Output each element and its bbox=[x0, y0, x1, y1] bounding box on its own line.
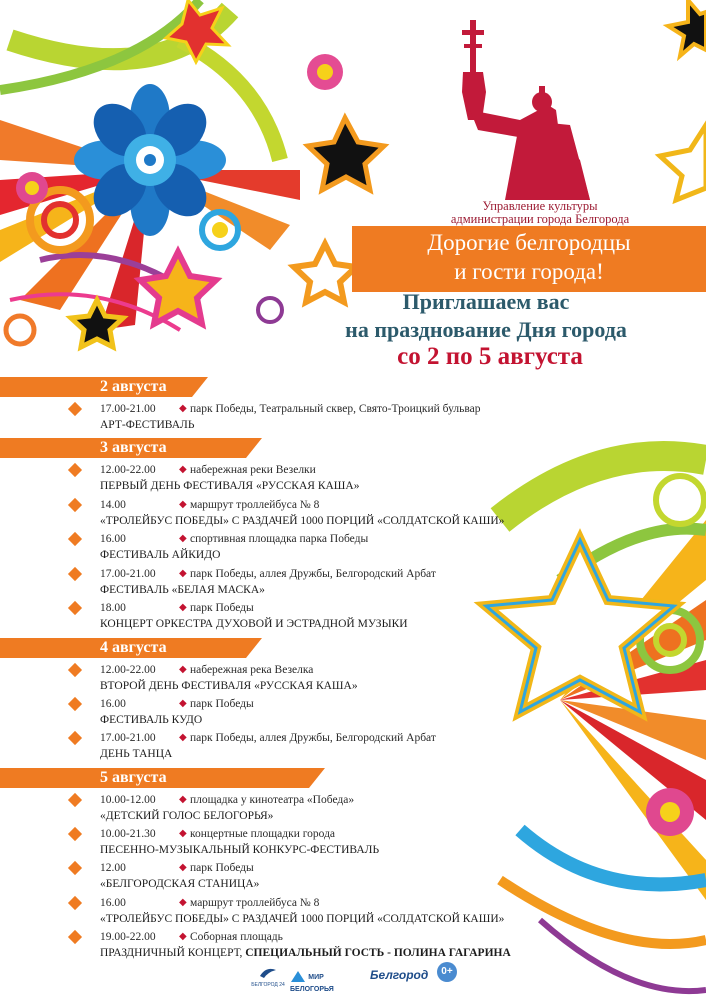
event-time: 19.00-22.00 bbox=[100, 931, 156, 943]
greeting-text bbox=[352, 228, 706, 286]
event-item bbox=[70, 860, 630, 892]
event-place: площадка у кинотеатра «Победа» bbox=[190, 794, 355, 806]
organizer bbox=[420, 200, 660, 226]
day-label: 3 августа bbox=[100, 439, 167, 456]
day-label: 2 августа bbox=[100, 378, 167, 395]
diamond-bullet-icon bbox=[68, 861, 82, 875]
mir-belogorya-logo bbox=[290, 970, 360, 993]
event-title: ПЕРВЫЙ ДЕНЬ ФЕСТИВАЛЯ «РУССКАЯ КАША» bbox=[100, 480, 360, 492]
event-time: 17.00-21.00 bbox=[100, 568, 156, 580]
festival-dates: со 2 по 5 августа bbox=[397, 343, 583, 370]
event-time: 10.00-12.00 bbox=[100, 794, 156, 806]
event-item bbox=[70, 401, 630, 433]
event-item bbox=[70, 566, 630, 598]
diamond-bullet-icon bbox=[68, 697, 82, 711]
organizer-line-1: Управление культуры bbox=[482, 199, 598, 213]
diamond-bullet-icon bbox=[68, 532, 82, 546]
event-place: спортивная площадка парка Победы bbox=[190, 533, 369, 545]
event-item bbox=[70, 792, 630, 824]
event-item bbox=[70, 600, 630, 632]
event-place: парк Победы bbox=[190, 698, 254, 710]
bullet-icon: ◆ bbox=[179, 664, 187, 675]
event-place: парк Победы, Театральный сквер, Свято-Троицкий бульвар bbox=[190, 403, 481, 415]
diamond-bullet-icon bbox=[68, 896, 82, 910]
event-title: ВТОРОЙ ДЕНЬ ФЕСТИВАЛЯ «РУССКАЯ КАША» bbox=[100, 680, 358, 692]
belgorod-logo bbox=[370, 968, 430, 982]
age-rating-badge: 0+ bbox=[437, 962, 457, 982]
event-title: КОНЦЕРТ ОРКЕСТРА ДУХОВОЙ И ЭСТРАДНОЙ МУЗЫКИ bbox=[100, 618, 408, 630]
event-item bbox=[70, 929, 630, 961]
greeting-line-1: Дорогие белгородцы bbox=[427, 230, 631, 255]
event-place: парк Победы bbox=[190, 602, 254, 614]
event-title: «ТРОЛЕЙБУС ПОБЕДЫ» С РАЗДАЧЕЙ 1000 ПОРЦИЙ «СОЛДАТСКОЙ КАШИ» bbox=[100, 515, 505, 527]
event-time: 17.00-21.00 bbox=[100, 403, 156, 415]
event-title: ФЕСТИВАЛЬ АЙКИДО bbox=[100, 549, 221, 561]
event-title: ФЕСТИВАЛЬ КУДО bbox=[100, 714, 203, 726]
event-place: парк Победы bbox=[190, 862, 254, 874]
top-right-stars bbox=[660, 0, 706, 200]
diamond-bullet-icon bbox=[68, 930, 82, 944]
event-place: парк Победы, аллея Дружбы, Белгородский Арбат bbox=[190, 732, 436, 744]
belgorod-logo-text: Белгород bbox=[370, 968, 429, 982]
event-place: концертные площадки города bbox=[190, 828, 336, 840]
mir-belogorya-logo-text: МИР БЕЛОГОРЬЯ bbox=[290, 974, 334, 993]
event-title bbox=[100, 945, 511, 961]
bullet-icon: ◆ bbox=[179, 533, 187, 544]
event-place: парк Победы, аллея Дружбы, Белгородский Арбат bbox=[190, 568, 436, 580]
diamond-bullet-icon bbox=[68, 827, 82, 841]
bullet-icon: ◆ bbox=[179, 568, 187, 579]
event-place: маршрут троллейбуса № 8 bbox=[190, 499, 320, 511]
event-title: ФЕСТИВАЛЬ «БЕЛАЯ МАСКА» bbox=[100, 584, 265, 596]
greeting-line-2: и гости города! bbox=[454, 259, 604, 284]
event-title: «БЕЛГОРОДСКАЯ СТАНИЦА» bbox=[100, 878, 260, 890]
event-title: АРТ-ФЕСТИВАЛЬ bbox=[100, 419, 195, 431]
event-time: 14.00 bbox=[100, 499, 126, 511]
bullet-icon: ◆ bbox=[179, 732, 187, 743]
monument-illustration bbox=[462, 20, 590, 200]
event-time: 18.00 bbox=[100, 602, 126, 614]
diamond-bullet-icon bbox=[68, 793, 82, 807]
belgorod24-logo-text: БЕЛГОРОД 24 bbox=[251, 982, 285, 988]
diamond-bullet-icon bbox=[68, 402, 82, 416]
bullet-icon: ◆ bbox=[179, 602, 187, 613]
belgorod24-logo bbox=[250, 966, 286, 988]
diamond-bullet-icon bbox=[68, 463, 82, 477]
event-time: 16.00 bbox=[100, 698, 126, 710]
mir-belogorya-logo-icon bbox=[290, 970, 306, 984]
event-time: 16.00 bbox=[100, 897, 126, 909]
event-title: «ДЕТСКИЙ ГОЛОС БЕЛОГОРЬЯ» bbox=[100, 810, 274, 822]
bullet-icon: ◆ bbox=[179, 464, 187, 475]
diamond-bullet-icon bbox=[68, 567, 82, 581]
day-label: 5 августа bbox=[100, 769, 167, 786]
bullet-icon: ◆ bbox=[179, 931, 187, 942]
event-title-regular: ПРАЗДНИЧНЫЙ КОНЦЕРТ, bbox=[100, 947, 243, 959]
diamond-bullet-icon bbox=[68, 498, 82, 512]
event-item bbox=[70, 497, 630, 529]
event-time: 16.00 bbox=[100, 533, 126, 545]
bullet-icon: ◆ bbox=[179, 403, 187, 414]
event-place: набережная реки Везелки bbox=[190, 464, 316, 476]
bullet-icon: ◆ bbox=[179, 862, 187, 873]
event-place: набережная река Везелка bbox=[190, 664, 314, 676]
event-place: маршрут троллейбуса № 8 bbox=[190, 897, 320, 909]
event-time: 12.00 bbox=[100, 862, 126, 874]
event-item bbox=[70, 531, 630, 563]
diamond-bullet-icon bbox=[68, 731, 82, 745]
invitation-line-1: Приглашаем вас bbox=[402, 289, 570, 314]
invitation-line-2: на празднование Дня города bbox=[345, 317, 627, 342]
event-time: 17.00-21.00 bbox=[100, 732, 156, 744]
bullet-icon: ◆ bbox=[179, 897, 187, 908]
belgorod24-logo-icon bbox=[258, 966, 278, 980]
event-title: ДЕНЬ ТАНЦА bbox=[100, 748, 173, 760]
bullet-icon: ◆ bbox=[179, 794, 187, 805]
event-item bbox=[70, 895, 630, 927]
event-title: «ТРОЛЕЙБУС ПОБЕДЫ» С РАЗДАЧЕЙ 1000 ПОРЦИЙ «СОЛДАТСКОЙ КАШИ» bbox=[100, 913, 505, 925]
day-label: 4 августа bbox=[100, 639, 167, 656]
special-guest-text: СПЕЦИАЛЬНЫЙ ГОСТЬ - ПОЛИНА ГАГАРИНА bbox=[245, 947, 511, 959]
event-item bbox=[70, 662, 630, 694]
diamond-bullet-icon bbox=[68, 601, 82, 615]
event-time: 12.00-22.00 bbox=[100, 464, 156, 476]
event-place: Соборная площадь bbox=[190, 931, 283, 943]
bullet-icon: ◆ bbox=[179, 499, 187, 510]
event-time: 10.00-21.30 bbox=[100, 828, 156, 840]
event-item bbox=[70, 826, 630, 858]
event-item bbox=[70, 696, 630, 728]
event-item bbox=[70, 462, 630, 494]
event-item bbox=[70, 730, 630, 762]
invitation-text bbox=[276, 288, 696, 344]
organizer-line-2: администрации города Белгорода bbox=[450, 212, 630, 226]
bullet-icon: ◆ bbox=[179, 698, 187, 709]
bullet-icon: ◆ bbox=[179, 828, 187, 839]
diamond-bullet-icon bbox=[68, 663, 82, 677]
event-time: 12.00-22.00 bbox=[100, 664, 156, 676]
event-title: ПЕСЕННО-МУЗЫКАЛЬНЫЙ КОНКУРС-ФЕСТИВАЛЬ bbox=[100, 844, 380, 856]
